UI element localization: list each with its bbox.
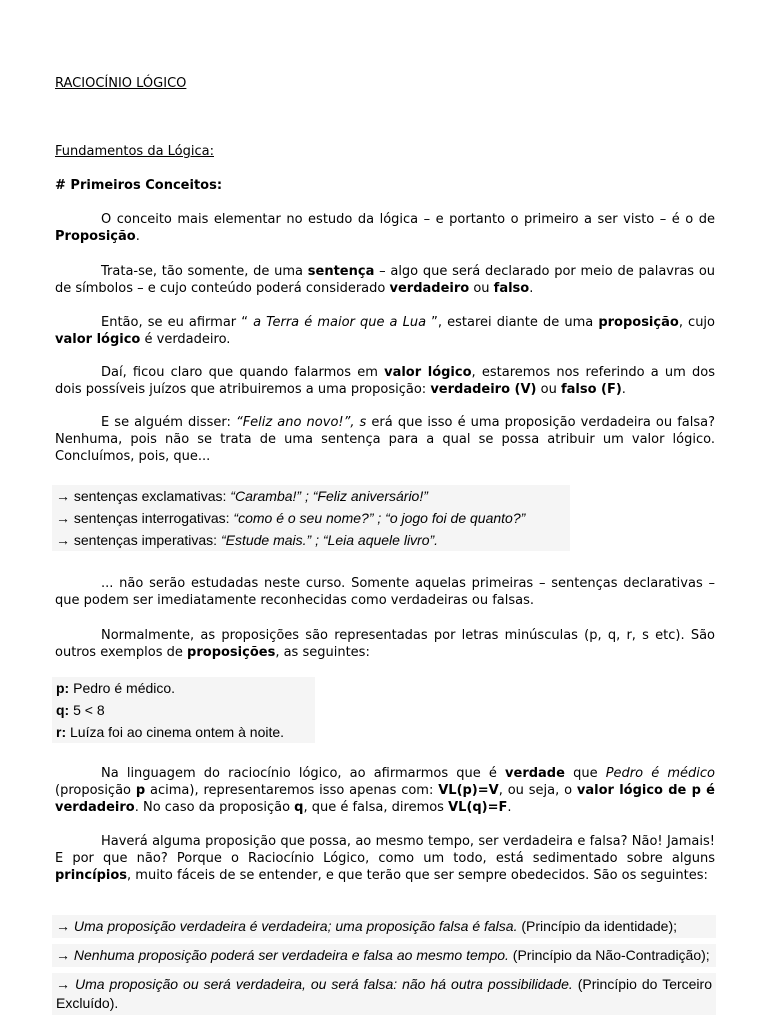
document-title: RACIOCÍNIO LÓGICO	[55, 76, 187, 91]
list-item: r: Luíza foi ao cinema ontem à noite.	[56, 724, 285, 740]
arrow-right-icon: →	[56, 947, 70, 963]
paragraph-9: Haverá alguma proposição que possa, ao mesmo tempo, ser verdadeira e falsa? Não! Jamais! E por que não? Porque o Raciocínio Lógico, como um todo, está sedimentado sobre alguns princípios, muito fáceis de se entender, e que terão que ser sempre obedecidos. São os seguintes:	[55, 834, 715, 883]
list-item: → Uma proposição verdadeira é verdadeira; uma proposição falsa é falsa. (Princípio da identidade);	[52, 915, 716, 938]
paragraph-6: ... não serão estudadas neste curso. Somente aquelas primeiras – sentenças declarativas – que podem ser imediatamente reconhecidas como verdadeiras ou falsas.	[55, 576, 715, 608]
paragraph-5: E se alguém disser: “Feliz ano novo!”, s erá que isso é uma proposição verdadeira ou falsa? Nenhuma, pois não se trata de uma sentença para a qual se possa atribuir um valor lógico. Concluímos, pois, que...	[55, 415, 715, 464]
paragraph-2: Trata-se, tão somente, de uma sentença – algo que será declarado por meio de palavras ou de símbolos – e cujo conteúdo poderá considerado verdadeiro ou falso.	[55, 264, 716, 296]
paragraph-7: Normalmente, as proposições são representadas por letras minúsculas (p, q, r, s etc). São outros exemplos de proposições, as seguintes:	[55, 628, 715, 660]
paragraph-3: Então, se eu afirmar “ a Terra é maior que a Lua ”, estarei diante de uma proposição, cujo valor lógico é verdadeiro.	[55, 315, 715, 347]
arrow-right-icon: →	[56, 918, 70, 934]
arrow-right-icon: →	[56, 532, 70, 548]
paragraph-4: Daí, ficou claro que quando falarmos em valor lógico, estaremos nos referindo a um dos dois possíveis juízos que atribuiremos a uma proposição: verdadeiro (V) ou falso (F).	[55, 365, 716, 397]
paragraph-8: Na linguagem do raciocínio lógico, ao afirmarmos que é verdade que Pedro é médico (proposição p acima), representaremos isso apenas com: VL(p)=V, ou seja, o valor lógico de p é verdadeiro. No caso da proposição q, que é falsa, diremos VL(q)=F.	[55, 766, 715, 815]
proposition-examples	[52, 677, 315, 743]
arrow-right-icon: →	[56, 976, 70, 992]
arrow-right-icon: →	[56, 510, 70, 526]
non-proposition-list	[52, 485, 570, 551]
list-item: p: Pedro é médico.	[56, 680, 176, 696]
paragraph-1: O conceito mais elementar no estudo da lógica – e portanto o primeiro a ser visto – é o de Proposição.	[55, 212, 715, 244]
list-item: q: 5 < 8	[56, 702, 105, 718]
list-item: → Uma proposição ou será verdadeira, ou será falsa: não há outra possibilidade. (Princípio do Terceiro Excluído).	[52, 973, 716, 1015]
section-heading: Fundamentos da Lógica:	[55, 144, 214, 159]
list-item: → sentenças interrogativas: “como é o seu nome?” ; “o jogo foi de quanto?”	[56, 510, 526, 526]
arrow-right-icon: →	[56, 488, 70, 504]
subsection-heading: # Primeiros Conceitos:	[55, 178, 223, 193]
principles-list	[52, 915, 716, 1015]
list-item: → sentenças exclamativas: “Caramba!” ; “Feliz aniversário!”	[56, 488, 428, 504]
list-item: → sentenças imperativas: “Estude mais.” ; “Leia aquele livro”.	[56, 532, 439, 548]
list-item: → Nenhuma proposição poderá ser verdadeira e falsa ao mesmo tempo. (Princípio da Não-Contradição);	[52, 944, 716, 967]
